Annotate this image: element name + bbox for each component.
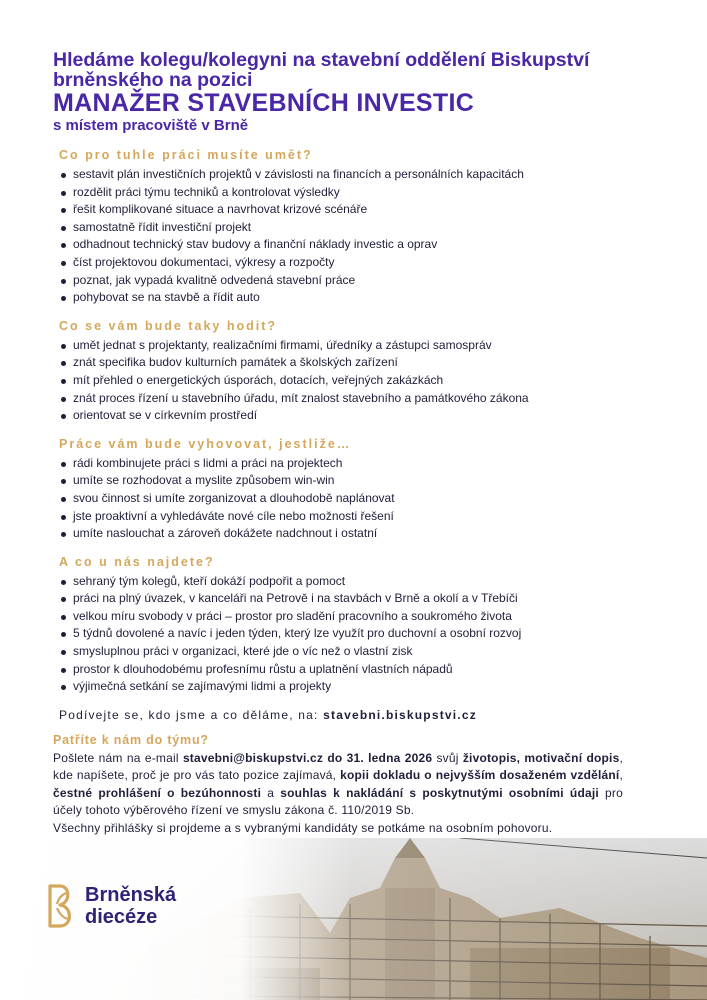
logo-line-2: diecéze — [85, 906, 158, 928]
list-item: velkou míru svobody v práci – prostor pro sladění pracovního a soukromého života — [61, 608, 623, 626]
list-item: jste proaktivní a vyhledáváte nové cíle nebo možnosti řešení — [61, 508, 623, 526]
list-item: řešit komplikované situace a navrhovat krizové scénáře — [61, 201, 623, 219]
section-heading: A co u nás najdete? — [59, 554, 215, 569]
bullet-list — [53, 166, 623, 307]
list-item: práci na plný úvazek, v kanceláři na Petrově i na stavbách v Brně a okolí a v Třebíči — [61, 590, 623, 608]
apply-text: Pošlete nám na e-mail stavebni@biskupstvi.cz do 31. ledna 2026 svůj životopis, motivační dopis, kde napíšete, proč je pro vás tato pozice zajímavá, kopii dokladu o nejvyšším dosaženém vzdělání, čestné prohlášení o bezúhonnosti a souhlas k nakládání s poskytnutými osobními údaji pro účely tohoto výběrového řízení ve smyslu zákona č. 110/2019 Sb. — [53, 750, 624, 818]
bullet-list — [53, 573, 623, 696]
list-item: rozdělit práci týmu techniků a kontrolovat výsledky — [61, 184, 623, 202]
list-item: 5 týdnů dovolené a navíc i jeden týden, který lze využít pro duchovní a osobní rozvoj — [61, 625, 623, 643]
position-title: MANAŽER STAVEBNÍCH INVESTIC — [53, 89, 475, 117]
section-heading: Práce vám bude vyhovovat, jestliže… — [59, 436, 352, 451]
location-subtitle: s místem pracoviště v Brně — [53, 117, 249, 134]
logo-line-1: Brněnská — [85, 884, 177, 906]
title-line-1: Hledáme kolegu/kolegyni na stavební oddělení Biskupství — [53, 49, 590, 71]
logo-brnenska-dieceze — [47, 883, 176, 929]
list-item: umět jednat s projektanty, realizačními firmami, úředníky a zástupci samospráv — [61, 337, 623, 355]
email-deadline[interactable]: stavebni@biskupstvi.cz do 31. ledna 2026 — [182, 750, 433, 765]
bullet-list — [53, 455, 623, 543]
list-item: samostatně řídit investiční projekt — [61, 219, 623, 237]
bullet-list — [53, 337, 623, 425]
list-item: mít přehled o energetických úsporách, dotacích, veřejných zakázkách — [61, 372, 623, 390]
list-item: rádi kombinujete práci s lidmi a práci na projektech — [61, 455, 623, 473]
page-title — [53, 50, 623, 90]
list-item: orientovat se v církevním prostředí — [61, 407, 623, 425]
list-item: znát specifika budov kulturních památek a školských zařízení — [61, 354, 623, 372]
web-text: Podívejte se, kdo jsme a co děláme, na: — [59, 707, 324, 722]
list-item: umíte se rozhodovat a myslite způsobem win-win — [61, 472, 623, 490]
list-item: sestavit plán investičních projektů v závislosti na financích a personálních kapacitách — [61, 166, 623, 184]
list-item: prostor k dlouhodobému profesnímu růstu a uplatnění vlastních nápadů — [61, 661, 623, 679]
web-link[interactable]: stavebni.biskupstvi.cz — [323, 707, 477, 722]
closing-text: Všechny přihlášky si projdeme a s vybranými kandidáty se potkáme na osobním pohovoru. — [53, 820, 553, 835]
list-item: sehraný tým kolegů, kteří dokáží podpořit a pomoct — [61, 573, 623, 591]
diocese-logo-icon — [47, 883, 75, 929]
list-item: svou činnost si umíte zorganizovat a dlouhodobě naplánovat — [61, 490, 623, 508]
web-line — [59, 707, 623, 724]
list-item: znát proces řízení u stavebního úřadu, mít znalost stavebního a památkového zákona — [61, 390, 623, 408]
section-heading: Co pro tuhle práci musíte umět? — [59, 148, 313, 162]
list-item: smysluplnou práci v organizaci, které jde o víc než o vlastní zisk — [61, 643, 623, 661]
list-item: umíte naslouchat a zároveň dokážete nadchnout i ostatní — [61, 525, 623, 543]
section-heading: Co se vám bude taky hodit? — [59, 318, 278, 333]
sections-container — [53, 147, 623, 696]
apply-heading: Patříte k nám do týmu? — [53, 732, 209, 747]
list-item: výjimečná setkání se zajímavými lidmi a projekty — [61, 678, 623, 696]
list-item: odhadnout technický stav budovy a finanční náklady investic a oprav — [61, 236, 623, 254]
title-line-2: brněnského na pozici — [53, 69, 253, 91]
list-item: číst projektovou dokumentaci, výkresy a rozpočty — [61, 254, 623, 272]
list-item: poznat, jak vypadá kvalitně odvedená stavební práce — [61, 272, 623, 290]
logo-text — [85, 884, 176, 928]
main-content — [53, 50, 623, 837]
list-item: pohybovat se na stavbě a řídit auto — [61, 289, 623, 307]
